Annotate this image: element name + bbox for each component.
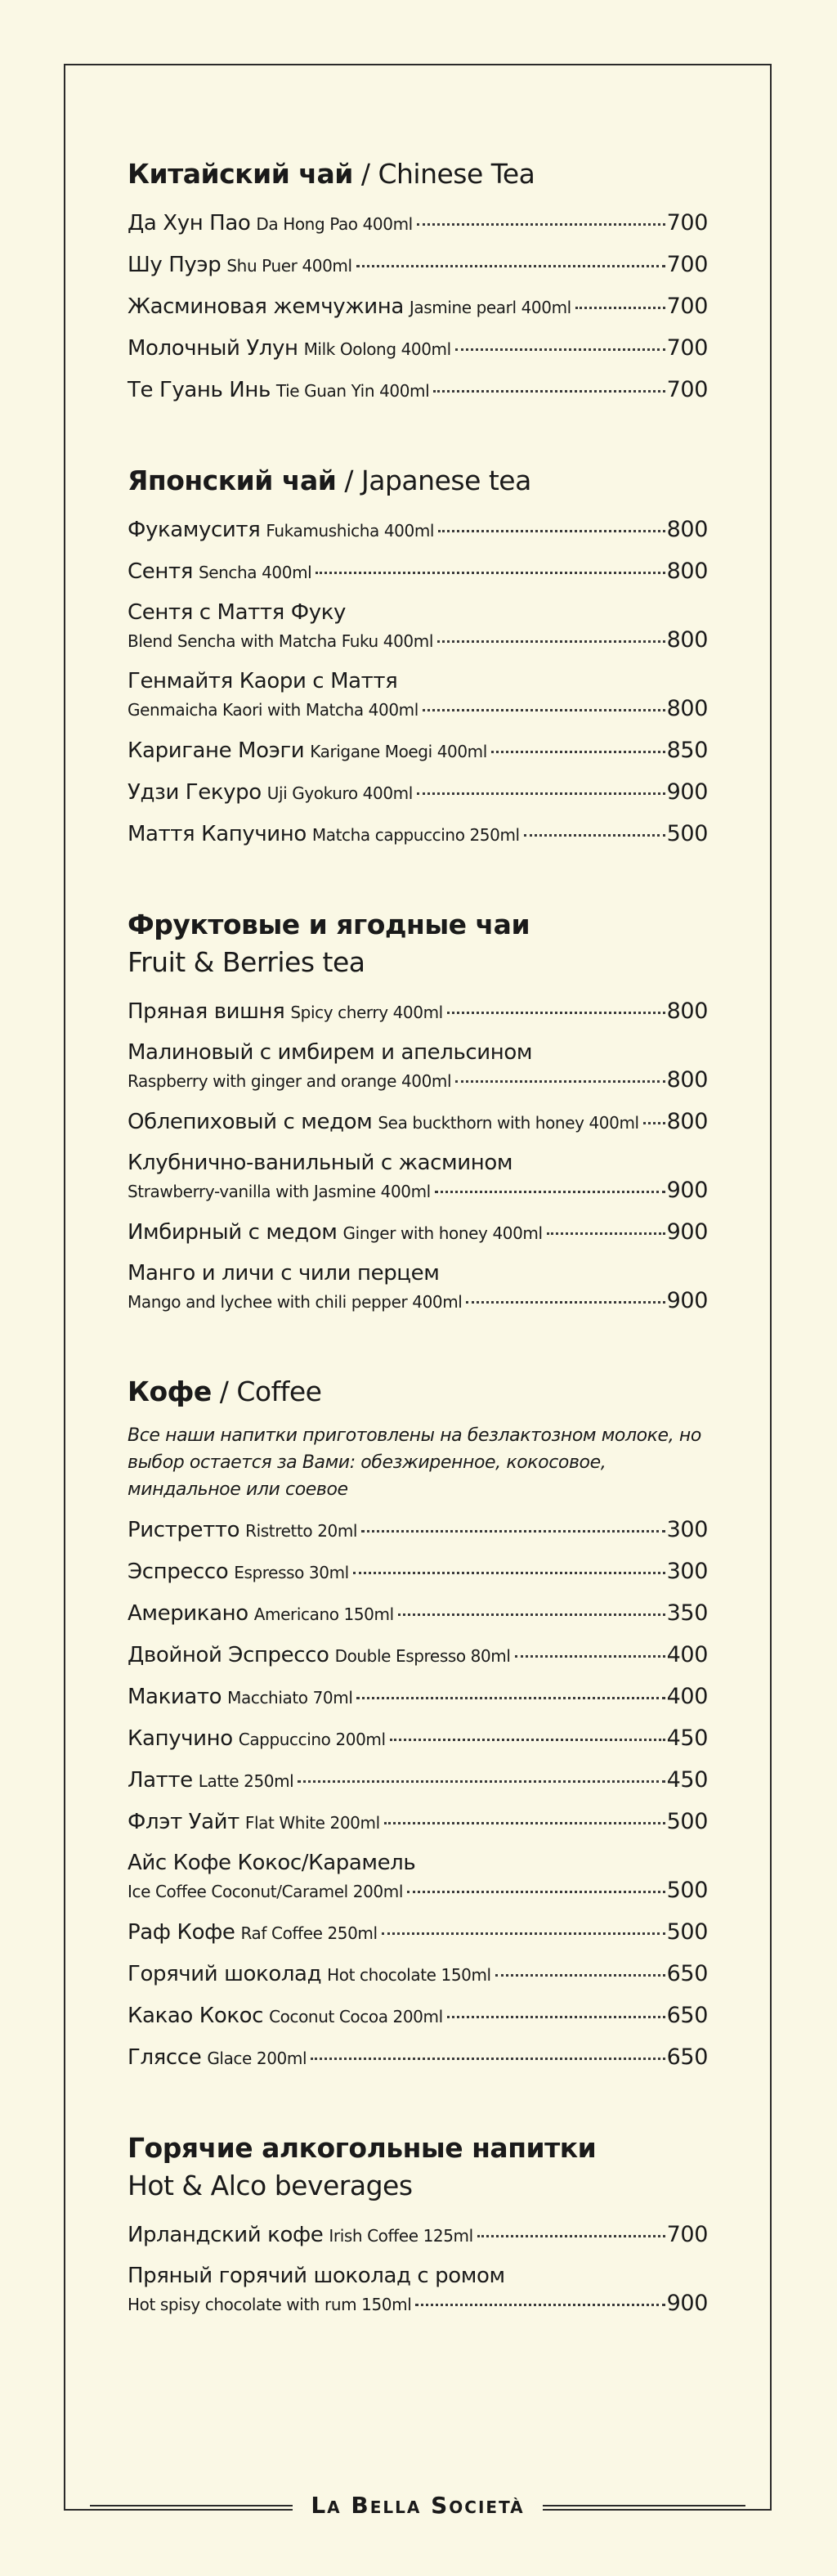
dot-leader bbox=[438, 530, 665, 532]
item-price: 300 bbox=[666, 1559, 708, 1584]
item-description: Cappuccino 200ml bbox=[238, 1730, 386, 1749]
menu-item bbox=[128, 1600, 708, 1628]
dot-leader bbox=[417, 792, 665, 795]
menu-item bbox=[128, 2002, 708, 2031]
item-description: Latte 250ml bbox=[198, 1771, 294, 1791]
item-description: Irish Coffee 125ml bbox=[329, 2226, 473, 2246]
item-name: Малиновый с имбирем и апельсином bbox=[128, 1040, 533, 1065]
menu-item bbox=[128, 779, 708, 807]
dot-leader bbox=[316, 572, 665, 574]
item-description: Sea buckthorn with honey 400ml bbox=[378, 1113, 639, 1133]
dot-leader bbox=[398, 1613, 665, 1616]
menu-item bbox=[128, 1919, 708, 1947]
section-title-ru: Горячие алкогольные напитки bbox=[128, 2132, 597, 2164]
item-price: 900 bbox=[666, 779, 708, 805]
item-price: 500 bbox=[666, 821, 708, 846]
menu-item bbox=[128, 2263, 708, 2318]
item-description: Ginger with honey 400ml bbox=[342, 1223, 543, 1243]
item-price: 700 bbox=[666, 2222, 708, 2247]
item-description: Sencha 400ml bbox=[198, 563, 312, 582]
item-description: Ice Coffee Coconut/Caramel 200ml bbox=[128, 1882, 403, 1901]
item-price: 500 bbox=[666, 1878, 708, 1903]
item-name: Сентя bbox=[128, 559, 193, 584]
item-price: 500 bbox=[666, 1809, 708, 1834]
menu-item bbox=[128, 334, 708, 363]
dot-leader bbox=[547, 1232, 665, 1235]
section-title-ru: Фруктовые и ягодные чаи bbox=[128, 909, 530, 940]
dot-leader bbox=[361, 1530, 665, 1533]
menu-content bbox=[128, 155, 708, 2376]
dot-leader bbox=[447, 1012, 665, 1014]
item-description: Shu Puer 400ml bbox=[226, 256, 352, 276]
menu-item bbox=[128, 209, 708, 238]
dot-leader bbox=[495, 1974, 665, 1977]
dot-leader bbox=[437, 640, 665, 643]
item-name: Фукамуситя bbox=[128, 518, 261, 542]
item-name: Каригане Моэги bbox=[128, 738, 305, 763]
menu-item bbox=[128, 2044, 708, 2072]
item-name: Имбирный с медом bbox=[128, 1220, 338, 1245]
section-title-separator: / bbox=[352, 158, 378, 190]
footer bbox=[64, 2492, 772, 2519]
section-title bbox=[128, 906, 708, 981]
item-price: 900 bbox=[666, 2291, 708, 2316]
dot-leader bbox=[491, 751, 665, 753]
item-description: Flat White 200ml bbox=[244, 1813, 380, 1833]
brand-logo: La Bella Società bbox=[293, 2492, 542, 2519]
item-description: Spicy cherry 400ml bbox=[290, 1003, 443, 1022]
item-name: Манго и личи с чили перцем bbox=[128, 1261, 440, 1286]
item-description: Macchiato 70ml bbox=[227, 1688, 353, 1708]
item-price: 450 bbox=[666, 1767, 708, 1793]
item-description: Raf Coffee 250ml bbox=[240, 1923, 378, 1943]
menu-item bbox=[128, 1039, 708, 1095]
menu-item bbox=[128, 293, 708, 321]
dot-leader bbox=[356, 265, 665, 267]
item-name: Да Хун Пао bbox=[128, 211, 251, 236]
item-description: Mango and lychee with chili pepper 400ml bbox=[128, 1292, 463, 1312]
item-name: Горячий шоколад bbox=[128, 1962, 322, 1986]
menu-item bbox=[128, 1850, 708, 1905]
menu-item bbox=[128, 1641, 708, 1670]
item-price: 700 bbox=[666, 294, 708, 319]
item-description: Milk Oolong 400ml bbox=[303, 339, 451, 359]
dot-leader bbox=[643, 1122, 665, 1124]
item-price: 800 bbox=[666, 696, 708, 721]
item-description: Matcha cappuccino 250ml bbox=[311, 825, 520, 845]
item-description: Blend Sencha with Matcha Fuku 400ml bbox=[128, 631, 433, 651]
section-title-ru: Китайский чай bbox=[128, 158, 353, 190]
item-description: Americano 150ml bbox=[253, 1604, 394, 1624]
item-name: Генмайтя Каори с Маття bbox=[128, 669, 398, 693]
item-name: Молочный Улун bbox=[128, 336, 298, 361]
item-price: 800 bbox=[666, 1109, 708, 1134]
dot-leader bbox=[575, 307, 665, 309]
dot-leader bbox=[435, 1191, 665, 1193]
menu-item bbox=[128, 1725, 708, 1753]
footer-rule-left bbox=[90, 2505, 293, 2506]
section-title-en: Fruit & Berries tea bbox=[128, 946, 365, 978]
item-name: Пряный горячий шоколад с ромом bbox=[128, 2264, 505, 2288]
item-description: Espresso 30ml bbox=[234, 1563, 349, 1582]
dot-leader bbox=[353, 1572, 665, 1574]
section-title bbox=[128, 1373, 708, 1411]
item-price: 800 bbox=[666, 627, 708, 653]
item-description: Tie Guan Yin 400ml bbox=[275, 381, 430, 401]
item-name: Маття Капучино bbox=[128, 822, 307, 846]
item-description: Ristretto 20ml bbox=[245, 1521, 358, 1541]
menu-item bbox=[128, 737, 708, 765]
item-description: Coconut Cocoa 200ml bbox=[269, 2007, 443, 2026]
item-name: Жасминовая жемчужина bbox=[128, 294, 404, 319]
menu-item bbox=[128, 1260, 708, 1316]
dot-leader bbox=[455, 1080, 665, 1083]
item-price: 700 bbox=[666, 377, 708, 402]
item-name: Американо bbox=[128, 1601, 248, 1626]
dot-leader bbox=[423, 709, 665, 711]
dot-leader bbox=[477, 2235, 665, 2237]
item-description: Karigane Moegi 400ml bbox=[310, 742, 487, 761]
dot-leader bbox=[524, 834, 665, 837]
dot-leader bbox=[390, 1739, 665, 1741]
item-price: 650 bbox=[666, 1961, 708, 1986]
section-title-en: Japanese tea bbox=[361, 464, 531, 496]
item-description: Hot spisy chocolate with rum 150ml bbox=[128, 2295, 412, 2314]
menu-section bbox=[128, 1373, 708, 2072]
item-name: Флэт Уайт bbox=[128, 1810, 239, 1834]
item-name: Те Гуань Инь bbox=[128, 378, 271, 402]
dot-leader bbox=[447, 2016, 665, 2018]
item-price: 500 bbox=[666, 1919, 708, 1945]
item-name: Пряная вишня bbox=[128, 999, 285, 1024]
menu-section bbox=[128, 906, 708, 1316]
item-description: Raspberry with ginger and orange 400ml bbox=[128, 1071, 452, 1091]
section-title-en: Hot & Alco beverages bbox=[128, 2170, 413, 2201]
menu-item bbox=[128, 820, 708, 849]
item-name: Удзи Гекуро bbox=[128, 780, 262, 805]
item-price: 800 bbox=[666, 559, 708, 584]
dot-leader bbox=[382, 1932, 665, 1935]
item-name: Ирландский кофе bbox=[128, 2223, 324, 2247]
item-name: Шу Пуэр bbox=[128, 253, 222, 277]
item-price: 650 bbox=[666, 2044, 708, 2070]
item-price: 350 bbox=[666, 1600, 708, 1626]
footer-rule-right bbox=[543, 2505, 745, 2506]
item-price: 850 bbox=[666, 738, 708, 763]
item-price: 800 bbox=[666, 1067, 708, 1093]
item-name: Двойной Эспрессо bbox=[128, 1643, 329, 1667]
item-name: Какао Кокос bbox=[128, 2004, 264, 2028]
menu-item bbox=[128, 1558, 708, 1586]
section-title bbox=[128, 462, 708, 500]
section-note: Все наши напитки приготовлены на безлактозном молоке, но выбор остается за Вами: обезжиренное, кокосовое, миндальное или соевое bbox=[128, 1425, 701, 1500]
item-price: 900 bbox=[666, 1288, 708, 1313]
dot-leader bbox=[298, 1780, 665, 1783]
section-title-en: Coffee bbox=[236, 1376, 322, 1407]
menu-item bbox=[128, 998, 708, 1026]
menu-item bbox=[128, 1683, 708, 1712]
item-price: 900 bbox=[666, 1219, 708, 1245]
item-description: Jasmine pearl 400ml bbox=[409, 298, 571, 317]
dot-leader bbox=[515, 1655, 665, 1658]
menu-item bbox=[128, 668, 708, 724]
item-description: Uji Gyokuro 400ml bbox=[266, 783, 413, 803]
menu-item bbox=[128, 251, 708, 280]
menu-item bbox=[128, 1516, 708, 1545]
menu-item bbox=[128, 2221, 708, 2250]
item-name: Капучино bbox=[128, 1726, 233, 1751]
item-price: 400 bbox=[666, 1642, 708, 1667]
menu-item bbox=[128, 1150, 708, 1205]
dot-leader bbox=[455, 348, 665, 351]
dot-leader bbox=[415, 2304, 665, 2306]
dot-leader bbox=[407, 1891, 665, 1893]
menu-section bbox=[128, 155, 708, 405]
item-description: Fukamushicha 400ml bbox=[266, 521, 435, 541]
item-name: Макиато bbox=[128, 1685, 222, 1709]
menu-item bbox=[128, 376, 708, 405]
menu-item bbox=[128, 1218, 708, 1247]
item-price: 800 bbox=[666, 517, 708, 542]
dot-leader bbox=[384, 1822, 665, 1824]
item-name: Гляссе bbox=[128, 2045, 202, 2070]
section-title-ru: Кофе bbox=[128, 1376, 212, 1407]
item-name: Эспрессо bbox=[128, 1560, 229, 1584]
item-price: 300 bbox=[666, 1517, 708, 1542]
section-title bbox=[128, 2129, 708, 2205]
item-price: 800 bbox=[666, 999, 708, 1024]
dot-leader bbox=[311, 2058, 665, 2060]
menu-item bbox=[128, 599, 708, 655]
dot-leader bbox=[417, 223, 665, 226]
item-price: 450 bbox=[666, 1726, 708, 1751]
menu-section bbox=[128, 2129, 708, 2318]
item-name: Сентя с Маття Фуку bbox=[128, 600, 346, 625]
item-price: 650 bbox=[666, 2003, 708, 2028]
menu-item bbox=[128, 1808, 708, 1837]
section-title-separator: / bbox=[336, 464, 362, 496]
item-name: Клубнично-ванильный с жасмином bbox=[128, 1151, 513, 1175]
menu-item bbox=[128, 1766, 708, 1795]
item-description: Genmaicha Kaori with Matcha 400ml bbox=[128, 700, 418, 720]
section-title bbox=[128, 155, 708, 193]
dot-leader bbox=[433, 390, 665, 393]
item-name: Облепиховый с медом bbox=[128, 1110, 373, 1134]
item-price: 700 bbox=[666, 335, 708, 361]
item-description: Hot chocolate 150ml bbox=[327, 1965, 491, 1985]
item-price: 900 bbox=[666, 1178, 708, 1203]
dot-leader bbox=[356, 1697, 665, 1699]
menu-item bbox=[128, 1108, 708, 1137]
item-description: Double Espresso 80ml bbox=[334, 1646, 511, 1666]
item-description: Glace 200ml bbox=[207, 2049, 307, 2068]
item-name: Латте bbox=[128, 1768, 193, 1793]
section-title-separator: / bbox=[211, 1376, 237, 1407]
section-title-ru: Японский чай bbox=[128, 464, 337, 496]
item-price: 400 bbox=[666, 1684, 708, 1709]
section-title-en: Chinese Tea bbox=[378, 158, 535, 190]
item-price: 700 bbox=[666, 252, 708, 277]
item-description: Da Hong Pao 400ml bbox=[256, 214, 413, 234]
item-description: Strawberry-vanilla with Jasmine 400ml bbox=[128, 1182, 431, 1201]
item-price: 700 bbox=[666, 210, 708, 236]
item-name: Ристретто bbox=[128, 1518, 240, 1542]
menu-item bbox=[128, 558, 708, 586]
menu-item bbox=[128, 516, 708, 545]
dot-leader bbox=[466, 1301, 665, 1304]
item-name: Айс Кофе Кокос/Карамель bbox=[128, 1851, 416, 1875]
menu-section bbox=[128, 462, 708, 849]
menu-item bbox=[128, 1960, 708, 1989]
item-name: Раф Кофе bbox=[128, 1920, 235, 1945]
